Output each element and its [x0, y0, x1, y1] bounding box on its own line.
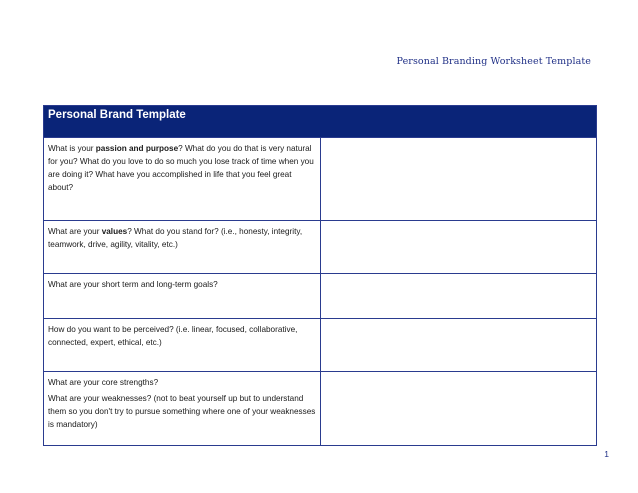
table-row [44, 372, 597, 446]
question-text: ? What do you do that is very natural for you? What do you love to do so much you lose track of time when you are doing it? What have you accomplished in life that you feel great about? [48, 144, 314, 192]
question-keyword: values [101, 227, 128, 236]
document-header-title: Personal Branding Worksheet Template [396, 56, 591, 67]
question-perception [44, 319, 321, 372]
question-text: What is your [48, 144, 96, 153]
table-title-row [44, 106, 597, 138]
answer-values[interactable] [320, 221, 597, 274]
question-strengths-weaknesses [44, 372, 321, 446]
question-passion-purpose [44, 138, 321, 221]
personal-brand-table [43, 105, 597, 446]
question-text: What are your [48, 227, 102, 236]
answer-goals[interactable] [320, 274, 597, 319]
question-text: How do you want to be perceived? (i.e. linear, focused, collaborative, connected, expert, ethical, etc.) [48, 325, 298, 347]
question-text: What are your core strengths? [48, 378, 159, 387]
question-values [44, 221, 321, 274]
question-goals [44, 274, 321, 319]
table-row [44, 221, 597, 274]
question-text: What are your weaknesses? (not to beat yourself up but to understand them so you don't try to pursue something where one of your weaknesses is mandatory) [48, 394, 316, 429]
answer-strengths-weaknesses[interactable] [320, 372, 597, 446]
table-row [44, 319, 597, 372]
question-text: What are your short term and long-term goals? [48, 280, 218, 289]
question-keyword: passion and purpose [95, 144, 179, 153]
table-row [44, 274, 597, 319]
table-row [44, 138, 597, 221]
page-number: 1 [604, 449, 609, 459]
answer-perception[interactable] [320, 319, 597, 372]
question-text: ? What do you stand for? (i.e., honesty, integrity, teamwork, drive, agility, vitality, etc.) [48, 227, 303, 249]
answer-passion-purpose[interactable] [320, 138, 597, 221]
table-title: Personal Brand Template [44, 106, 597, 138]
